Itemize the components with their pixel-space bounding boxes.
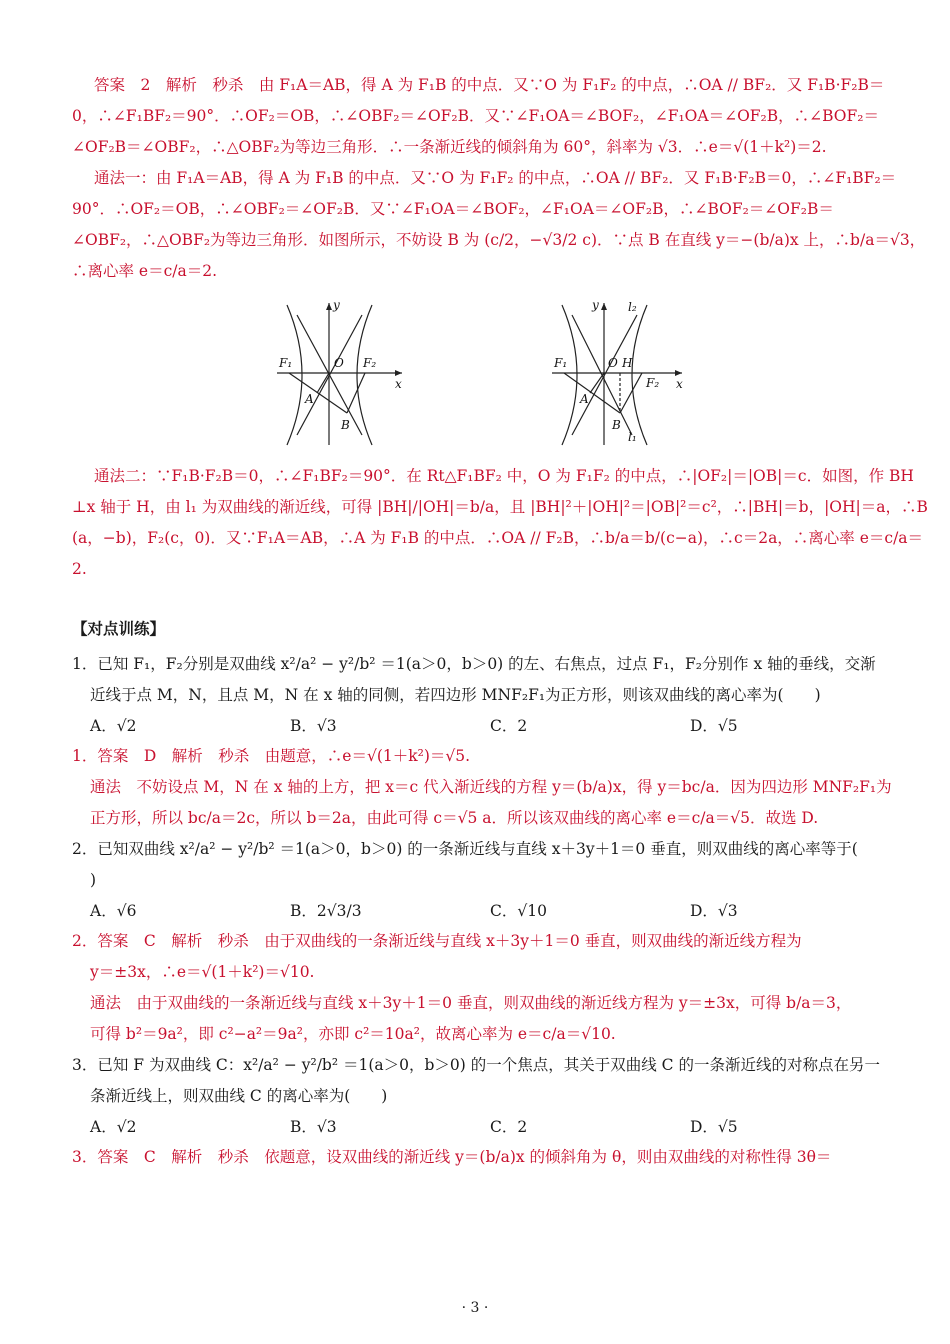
problem2-answer-1: 2．答案 C 解析 秒杀 由于双曲线的一条渐近线与直线 x＋3y＋1＝0 垂直，则双曲线的渐近线方程为: [72, 932, 802, 950]
label-o: O: [608, 356, 618, 370]
intro-line-4: 通法一：由 F₁A＝AB，得 A 为 F₁B 的中点．又∵O 为 F₁F₂ 的中点，∴OA // BF₂．又 F₁B·F₂B＝0，∴∠F₁BF₂＝: [94, 169, 897, 187]
label-o: O: [334, 356, 344, 370]
problem1-answer-1: 1．答案 D 解析 秒杀 由题意，∴e＝√(1＋k²)＝√5.: [72, 747, 471, 765]
problem3-stem-1: 3．已知 F 为双曲线 C：x²/a² − y²/b² ＝1(a＞0，b＞0) 的一个焦点，其关于双曲线 C 的一条渐近线的对称点在另一: [72, 1056, 880, 1074]
problem3-option-a: A．√2: [90, 1118, 137, 1136]
problem2-option-d: D．√3: [690, 902, 738, 920]
problem1-answer-3: 正方形，所以 bc/a＝2c，所以 b＝2a，由此可得 c＝√5 a．所以该双曲线的离心率 e＝c/a＝√5．故选 D.: [90, 809, 819, 827]
label-x: x: [395, 377, 402, 391]
problem2-stem-2: ): [90, 871, 97, 889]
problem1-answer-2: 通法 不妨设点 M，N 在 x 轴的上方，把 x＝c 代入渐近线的方程 y＝(b/a)x，得 y＝bc/a．因为四边形 MNF₂F₁为: [90, 778, 892, 796]
hyperbola-figure-left: [267, 295, 427, 455]
hyperbola-figures: [72, 295, 892, 455]
method2-line-4: 2.: [72, 560, 87, 578]
problem-3: [72, 1050, 892, 1173]
label-a: A: [305, 392, 314, 406]
intro-line-3: ∠OF₂B＝∠OBF₂，∴△OBF₂为等边三角形．∴一条渐近线的倾斜角为 60°，斜率为 √3．∴e＝√(1＋k²)＝2.: [72, 138, 827, 156]
segment-f1b: [289, 373, 347, 413]
label-y: y: [592, 298, 599, 312]
problem2-answer-3: 通法 由于双曲线的一条渐近线与直线 x＋3y＋1＝0 垂直，则双曲线的渐近线方程为 y＝±3x，可得 b/a＝3，: [90, 994, 852, 1012]
problem3-options: [72, 1112, 892, 1142]
problem1-options: [72, 711, 892, 741]
label-f2: F₂: [363, 356, 377, 370]
section-title: 【对点训练】: [72, 619, 166, 638]
label-f2: F₂: [646, 376, 660, 390]
problem1-option-a: A．√2: [90, 717, 137, 735]
label-b: B: [612, 418, 621, 432]
method-two: [72, 461, 928, 585]
problem2-options: [72, 896, 892, 926]
segment-oa: [317, 373, 329, 393]
intro-line-7: ∴离心率 e＝c/a＝2.: [72, 262, 218, 280]
method2-line-3: (a，−b)，F₂(c，0)．又∵F₁A＝AB，∴A 为 F₁B 的中点．∴OA // F₂B，∴b/a＝b/(c−a)，∴c＝2a，∴离心率 e＝c/a＝: [72, 529, 924, 547]
method2-line-1: 通法二：∵F₁B·F₂B＝0，∴∠F₁BF₂＝90°．在 Rt△F₁BF₂ 中，O 为 F₁F₂ 的中点，∴|OF₂|＝|OB|＝c．如图，作 BH: [94, 467, 914, 485]
problem1-option-d: D．√5: [690, 717, 738, 735]
intro-line-5: 90°．∴OF₂＝OB，∴∠OBF₂＝∠OF₂B．又∵∠F₁OA＝∠BOF₂，∠F₁OA＝∠OF₂B，∴∠BOF₂＝∠OF₂B＝: [72, 200, 834, 218]
label-f1: F₁: [279, 356, 293, 370]
intro-line-6: ∠OBF₂，∴△OBF₂为等边三角形．如图所示，不妨设 B 为 (c/2，−√3/2 c)．∵点 B 在直线 y＝−(b/a)x 上，∴b/a＝√3，: [72, 231, 926, 249]
intro-line-1: 答案 2 解析 秒杀 由 F₁A＝AB，得 A 为 F₁B 的中点．又∵O 为 F₁F₂ 的中点，∴OA // BF₂．又 F₁B·F₂B＝: [94, 76, 885, 94]
problem2-option-b: B．2√3/3: [290, 902, 362, 920]
right-branch: [632, 305, 647, 445]
problem3-answer-1: 3．答案 C 解析 秒杀 依题意，设双曲线的渐近线 y＝(b/a)x 的倾斜角为 θ，则由双曲线的对称性得 3θ＝: [72, 1148, 832, 1166]
segment-f2b: [620, 373, 642, 413]
page-content: [72, 70, 928, 1173]
page-number: · 3 ·: [461, 1300, 489, 1316]
problem2-option-a: A．√6: [90, 902, 137, 920]
intro-solution: [72, 70, 926, 287]
label-f1: F₁: [554, 356, 568, 370]
hyperbola-figure-right: [542, 295, 712, 455]
label-h: H: [622, 356, 633, 370]
problem2-option-c: C．√10: [490, 902, 547, 920]
problem3-stem-2: 条渐近线上，则双曲线 C 的离心率为( ): [90, 1087, 388, 1105]
label-l1: l₁: [628, 430, 637, 444]
problem3-option-b: B．√3: [290, 1118, 337, 1136]
problem-2: [72, 834, 892, 1050]
method2-line-2: ⊥x 轴于 H，由 l₁ 为双曲线的渐近线，可得 |BH|/|OH|＝b/a，且 |BH|²＋|OH|²＝|OB|²＝c²，∴|BH|＝b，|OH|＝a，∴B: [72, 498, 928, 516]
label-y: y: [333, 298, 340, 312]
problem1-stem-1: 1．已知 F₁，F₂分别是双曲线 x²/a² − y²/b² ＝1(a＞0，b＞0) 的左、右焦点，过点 F₁，F₂分别作 x 轴的垂线，交渐: [72, 655, 876, 673]
problem1-stem-2: 近线于点 M，N，且点 M，N 在 x 轴的同侧，若四边形 MNF₂F₁为正方形，则该双曲线的离心率为( ): [90, 686, 821, 704]
problem3-option-d: D．√5: [690, 1118, 738, 1136]
label-x: x: [676, 377, 683, 391]
intro-line-2: 0，∴∠F₁BF₂＝90°．∴OF₂＝OB，∴∠OBF₂＝∠OF₂B．又∵∠F₁OA＝∠BOF₂，∠F₁OA＝∠OF₂B，∴∠BOF₂＝: [72, 107, 879, 125]
problem2-stem-1: 2．已知双曲线 x²/a² − y²/b² ＝1(a＞0，b＞0) 的一条渐近线与直线 x＋3y＋1＝0 垂直，则双曲线的离心率等于(: [72, 840, 858, 858]
segment-f2b: [347, 373, 365, 413]
left-branch: [287, 305, 302, 445]
left-branch: [562, 305, 577, 445]
label-b: B: [341, 418, 350, 432]
problem1-option-c: C．2: [490, 717, 528, 735]
problem3-option-c: C．2: [490, 1118, 528, 1136]
problem2-answer-2: y＝±3x，∴e＝√(1＋k²)＝√10.: [90, 963, 315, 981]
label-l2: l₂: [628, 300, 637, 314]
problem-1: [72, 649, 892, 834]
label-a: A: [580, 392, 589, 406]
problem1-option-b: B．√3: [290, 717, 337, 735]
problem2-answer-4: 可得 b²＝9a²，即 c²−a²＝9a²，亦即 c²＝10a²，故离心率为 e＝c/a＝√10.: [90, 1025, 616, 1043]
